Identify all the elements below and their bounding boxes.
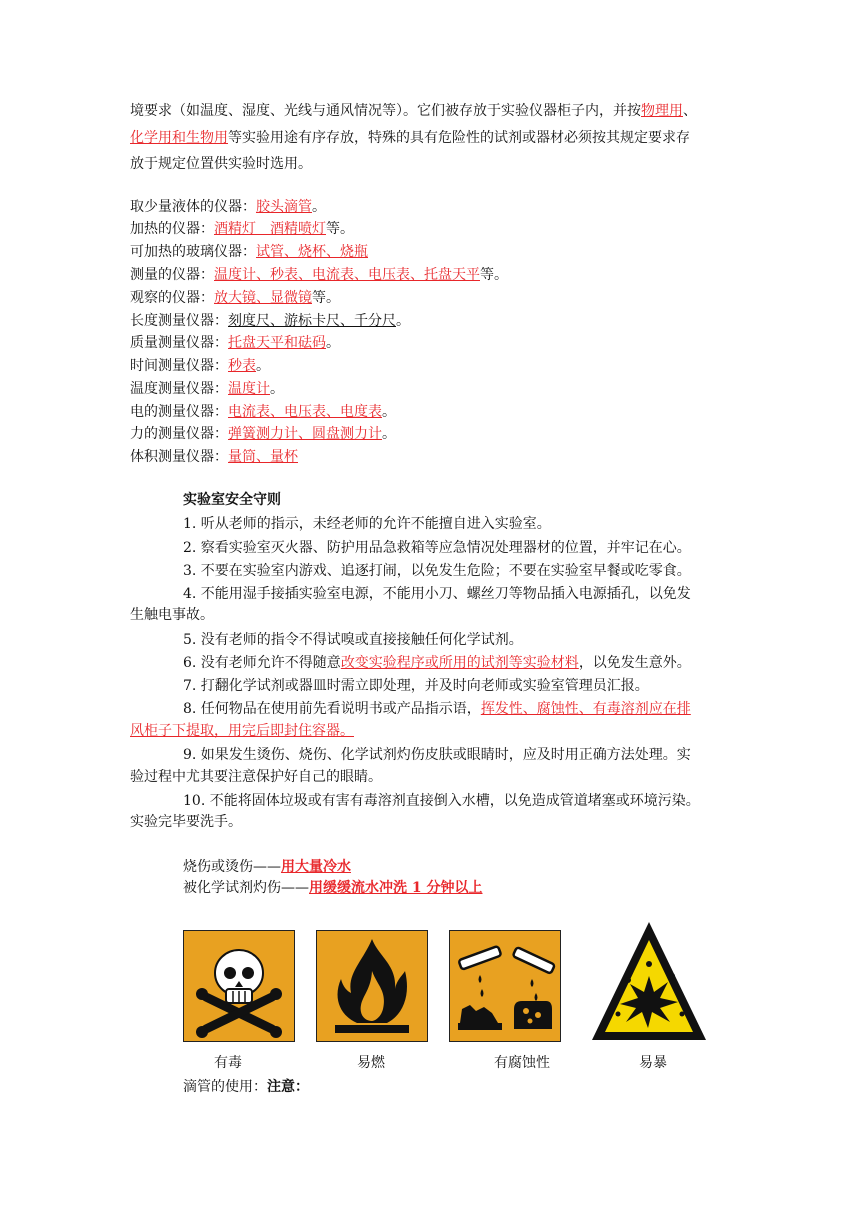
instrument-value: 温度计、秒表、电流表、电压表、托盘天平 — [214, 267, 480, 283]
instrument-item — [130, 402, 396, 422]
instrument-value: 放大镜、显微镜 — [214, 290, 312, 306]
instrument-label: 体积测量仪器： — [130, 449, 228, 465]
first-aid-value: 用大量冷水 — [281, 859, 351, 875]
instrument-label: 取少量液体的仪器： — [130, 199, 256, 215]
rule-item-continued — [130, 721, 354, 741]
sign-caption-corrosive: 有腐蚀性 — [494, 1055, 550, 1071]
first-aid-label: 被化学试剂灼伤—— — [183, 880, 309, 896]
first-aid-burn — [183, 857, 351, 877]
flammable-sign — [316, 930, 428, 1042]
rule-highlight: 挥发性、腐蚀性、有毒溶剂应在排 — [480, 701, 691, 717]
instrument-label: 观察的仪器： — [130, 290, 214, 306]
rule-text: 8. 任何物品在使用前先看说明书或产品指示语， — [183, 701, 481, 717]
corrosive-icon — [450, 931, 560, 1041]
instrument-item — [130, 265, 508, 285]
corrosive-sign — [449, 930, 561, 1042]
instrument-item — [130, 424, 396, 444]
first-aid-chemical — [183, 878, 483, 898]
rule-text: 6. 没有老师允许不得随意 — [183, 655, 341, 671]
rule-item: 9. 如果发生烫伤、烧伤、化学试剂灼伤皮肤或眼睛时，应及时用正确方法处理。实 — [183, 747, 691, 763]
intro-line-1 — [130, 101, 697, 121]
rule-text: ，以免发生意外。 — [578, 655, 691, 671]
instrument-value: 温度计 — [228, 381, 270, 397]
instrument-suffix: 。 — [270, 381, 284, 397]
instrument-suffix: 。 — [396, 313, 410, 329]
instrument-label: 时间测量仪器： — [130, 358, 228, 374]
rule-item-continued: 验过程中尤其要注意保护好自己的眼睛。 — [130, 769, 382, 785]
intro-highlight: 物理用 — [641, 103, 683, 119]
explosive-icon — [588, 918, 710, 1046]
instrument-item — [130, 379, 284, 399]
instrument-label: 温度测量仪器： — [130, 381, 228, 397]
instrument-item — [130, 288, 340, 308]
skull-crossbones-icon — [184, 931, 294, 1041]
instrument-label: 力的测量仪器： — [130, 426, 228, 442]
rule-highlight: 风柜子下提取，用完后即封住容器。 — [130, 723, 354, 739]
instrument-label: 可加热的玻璃仪器： — [130, 244, 256, 260]
rule-item-continued: 生触电事故。 — [130, 607, 214, 623]
instrument-item — [130, 197, 326, 217]
dropper-label: 滴管的使用： — [183, 1079, 267, 1095]
sign-caption-toxic: 有毒 — [214, 1055, 242, 1071]
rule-item — [183, 653, 691, 673]
instrument-label: 质量测量仪器： — [130, 335, 228, 351]
instrument-value: 托盘天平和砝码 — [228, 335, 326, 351]
instrument-item — [130, 333, 340, 353]
instrument-value: 胶头滴管 — [256, 199, 312, 215]
instrument-suffix: 。 — [256, 358, 270, 374]
instrument-value: 酒精灯 酒精喷灯 — [214, 221, 326, 237]
instrument-suffix: 等。 — [312, 290, 340, 306]
intro-text: 境要求（如温度、湿度、光线与通风情况等）。它们被存放于实验仪器柜子内，并按 — [130, 103, 641, 119]
dropper-usage — [183, 1077, 309, 1097]
instrument-item — [130, 242, 368, 262]
rule-item: 3. 不要在实验室内游戏、追逐打闹，以免发生危险；不要在实验室早餐或吃零食。 — [183, 563, 691, 579]
intro-line-3 — [130, 154, 312, 174]
instrument-value: 弹簧测力计、圆盘测力计 — [228, 426, 382, 442]
intro-text: 放于规定位置供实验时选用。 — [130, 156, 312, 172]
instrument-label: 长度测量仪器： — [130, 313, 228, 329]
rules-title: 实验室安全守则 — [183, 492, 281, 508]
instrument-label: 测量的仪器： — [130, 267, 214, 283]
instrument-value: 秒表 — [228, 358, 256, 374]
sign-caption-explosive: 易暴 — [639, 1055, 667, 1071]
rule-highlight: 改变实验程序或所用的试剂等实验材料 — [340, 655, 579, 671]
intro-highlight: 化学用和生物用 — [130, 130, 228, 146]
first-aid-value: 用缓缓流水冲洗 1 分钟以上 — [309, 880, 483, 896]
rule-item: 2. 察看实验室灭火器、防护用品急救箱等应急情况处理器材的位置，并牢记在心。 — [183, 540, 691, 556]
rule-item: 1. 听从老师的指示，未经老师的允许不能擅自进入实验室。 — [183, 516, 551, 532]
intro-text: 等实验用途有序存放，特殊的具有危险性的试剂或器材必须按其规定要求存 — [228, 130, 690, 146]
rule-item: 5. 没有老师的指令不得试嗅或直接接触任何化学试剂。 — [183, 632, 523, 648]
instrument-suffix: 。 — [312, 199, 326, 215]
sign-caption-flammable: 易燃 — [357, 1055, 385, 1071]
first-aid-label: 烧伤或烫伤—— — [183, 859, 281, 875]
instrument-item — [130, 447, 298, 467]
instrument-value: 刻度尺、游标卡尺、千分尺 — [228, 313, 396, 329]
toxic-sign — [183, 930, 295, 1042]
instrument-suffix: 。 — [382, 426, 396, 442]
instrument-value: 量筒、量杯 — [228, 449, 298, 465]
explosive-sign — [588, 918, 710, 1046]
instrument-item — [130, 219, 354, 239]
instrument-suffix: 等。 — [326, 221, 354, 237]
instrument-suffix: 。 — [326, 335, 340, 351]
instrument-item — [130, 356, 270, 376]
instrument-suffix: 等。 — [480, 267, 508, 283]
dropper-note: 注意： — [267, 1079, 309, 1095]
intro-line-2 — [130, 128, 690, 148]
rule-item — [183, 699, 691, 719]
instrument-label: 加热的仪器： — [130, 221, 214, 237]
flame-icon — [317, 931, 427, 1041]
instrument-suffix: 。 — [382, 404, 396, 420]
intro-text: 、 — [683, 103, 697, 119]
instrument-item — [130, 311, 410, 331]
rule-item: 10. 不能将固体垃圾或有害有毒溶剂直接倒入水槽，以免造成管道堵塞或环境污染。 — [183, 793, 700, 809]
rule-item: 4. 不能用湿手接插实验室电源，不能用小刀、螺丝刀等物品插入电源插孔，以免发 — [183, 586, 691, 602]
rule-item: 7. 打翻化学试剂或器皿时需立即处理，并及时向老师或实验室管理员汇报。 — [183, 678, 649, 694]
instrument-label: 电的测量仪器： — [130, 404, 228, 420]
instrument-value: 试管、烧杯、烧瓶 — [256, 244, 368, 260]
instrument-value: 电流表、电压表、电度表 — [228, 404, 382, 420]
rule-item-continued: 实验完毕要洗手。 — [130, 814, 242, 830]
